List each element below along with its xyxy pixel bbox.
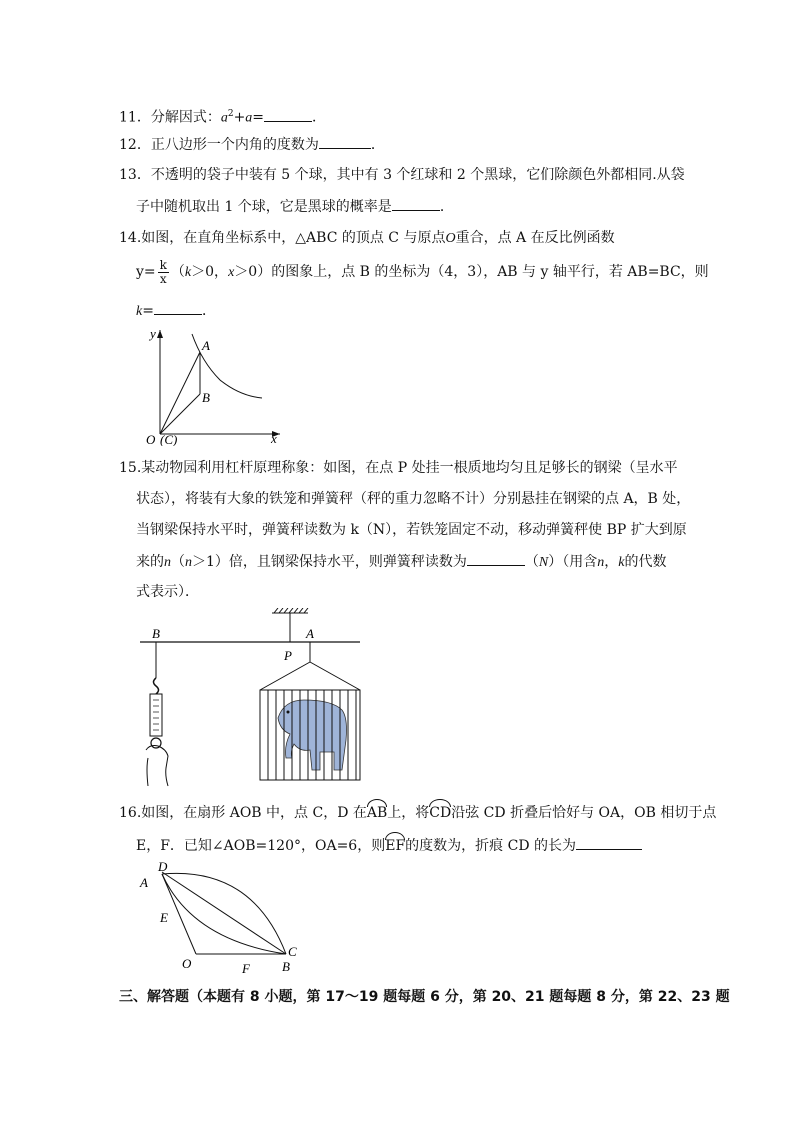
q11-number: 11． [119,109,151,126]
q15-text-e: ）（用含 [548,554,598,570]
q14-text-c: ＞0）的图象上，点 B 的坐标为（4，3），AB 与 y 轴平行，若 AB=BC，则 [234,264,709,280]
q15-answer-blank[interactable] [467,551,525,566]
q11-text: 分解因式： [150,109,221,126]
q15-line4 [136,551,666,573]
q11-exponent: 2 [227,109,234,119]
q14-fraction [158,259,169,286]
q14-k: k [184,265,192,280]
q15-text-g: 的代数 [624,554,667,570]
q15-label-b: B [152,626,160,641]
q15-n2: n [185,555,192,570]
q15-ceiling-hatch [274,608,308,613]
q14-y-arrow [157,330,163,338]
q14-segment-cb [160,394,200,434]
q16-label-d: D [158,859,168,874]
q14-answer-blank[interactable] [154,300,202,315]
q14-frac-num: k [159,257,167,272]
q13-end: ． [439,199,454,215]
q16-line1 [119,803,716,823]
q16-label-a: A [140,875,148,890]
q11-end: ． [312,109,327,126]
q11-equals: = [252,109,265,126]
q11-var-a2: a [245,110,253,126]
q14-label-x: x [271,431,277,446]
q15-scale-hook [154,678,159,694]
q14-eq: = [142,303,154,319]
q16-label-c: C [288,944,297,959]
q15-label-p: P [284,648,292,663]
q14-text-a: 14.如图，在直角坐标系中，△ABC 的顶点 C 与原点 [119,230,446,246]
q14-end: ． [201,303,216,319]
q15-elephant-eye [287,711,290,714]
q15-n: n [164,555,171,570]
q13-answer-blank[interactable] [392,196,440,211]
q13-line2 [136,196,454,217]
q15-line1: 15.某动物园利用杠杆原理称象：如图，在点 P 处挂一根质地均匀且足够长的钢梁（呈水平 [119,460,678,476]
q11-plus: + [233,109,246,126]
q16-text-c: 沿弦 CD 折叠后恰好与 OA，OB 相切于点 [451,805,717,821]
q15-text-b: （ [171,554,185,570]
q15-label-a: A [306,626,314,641]
q16-label-f: F [242,961,250,976]
q15-comma: ， [604,554,619,570]
q14-label-o: O [146,432,156,446]
q16-text-b: 上，将 [387,805,430,821]
q14-segment-ca [160,352,200,434]
q14-x: x [228,265,235,280]
q16-label-b: B [282,959,290,974]
q14-k2: k [136,304,143,319]
q15-line3: 当钢梁保持水平时，弹簧秤读数为 k（N），若铁笼固定不动，移动弹簧秤使 BP 扩大到原 [136,522,687,538]
q11-var-a: a [220,110,228,126]
q16-label-o: O [182,956,192,971]
q16-text-e: 的度数为，折痕 CD 的长为 [405,838,576,854]
q14-y-eq: y= [136,264,156,280]
q16-arc-ab: AB [366,805,388,821]
question-11 [119,104,326,129]
q14-frac-den: x [159,271,167,286]
q14-label-b: B [202,390,210,405]
q14-line2 [136,258,709,287]
q14-line3 [136,300,216,322]
q14-label-a: A [202,338,210,353]
q16-text-d: E，F．已知∠AOB=120°，OA=6，则 [136,838,386,854]
q16-figure [132,858,312,976]
section-3-heading: 三、解答题（本题有 8 小题，第 17～19 题每题 6 分，第 20、21 题每题 8 分，第 22、23 题 [119,989,730,1005]
question-12 [119,134,385,155]
q15-cage-rope-left [260,662,310,690]
q12-text: 正八边形一个内角的度数为 [150,137,319,153]
q16-arc-cd: CD [429,805,452,821]
q16-text-a: 16.如图，在扇形 AOB 中，点 C，D 在 [119,805,367,821]
q15-unit-n: N [538,555,549,570]
q15-figure [138,608,368,792]
q14-origin-o: O [445,231,456,246]
q11-answer-blank[interactable] [264,107,312,122]
q16-label-e: E [160,910,168,925]
q12-number: 12． [119,137,151,153]
q13-line1: 13．不透明的袋子中装有 5 个球，其中有 3 个红球和 2 个黑球，它们除颜色外都相同.从袋 [119,167,685,183]
q14-text-b: 重合，点 A 在反比例函数 [455,230,615,246]
q14-line1 [119,228,615,249]
q15-line2: 状态），将装有大象的铁笼和弹簧秤（秤的重力忽略不计）分别悬挂在钢梁的点 A，B 处， [136,491,691,507]
q12-answer-blank[interactable] [319,134,371,149]
q14-label-y: y [150,326,156,341]
q14-label-c: (C) [160,432,178,446]
q15-text-c: ＞1）倍，且钢梁保持水平，则弹簧秤读数为 [192,554,467,570]
q15-cage-rope-right [310,662,360,690]
q13-text: 子中随机取出 1 个球，它是黑球的概率是 [136,199,392,215]
q14-paren: （ [170,264,185,280]
q12-end: ． [370,137,385,153]
q16-line2 [136,835,642,856]
q14-cond: ＞0， [191,264,229,280]
q15-text-d: （ [524,554,539,570]
q16-answer-blank[interactable] [576,835,642,850]
q14-figure [140,322,290,446]
q15-line5: 式表示）． [136,584,199,600]
q15-text-a: 来的 [136,554,164,570]
q15-k: k [618,555,625,570]
q16-arc-ef: EF [385,838,406,854]
q16-chord-cd [162,872,286,954]
q15-n3: n [597,555,605,570]
q15-hand [146,746,168,787]
